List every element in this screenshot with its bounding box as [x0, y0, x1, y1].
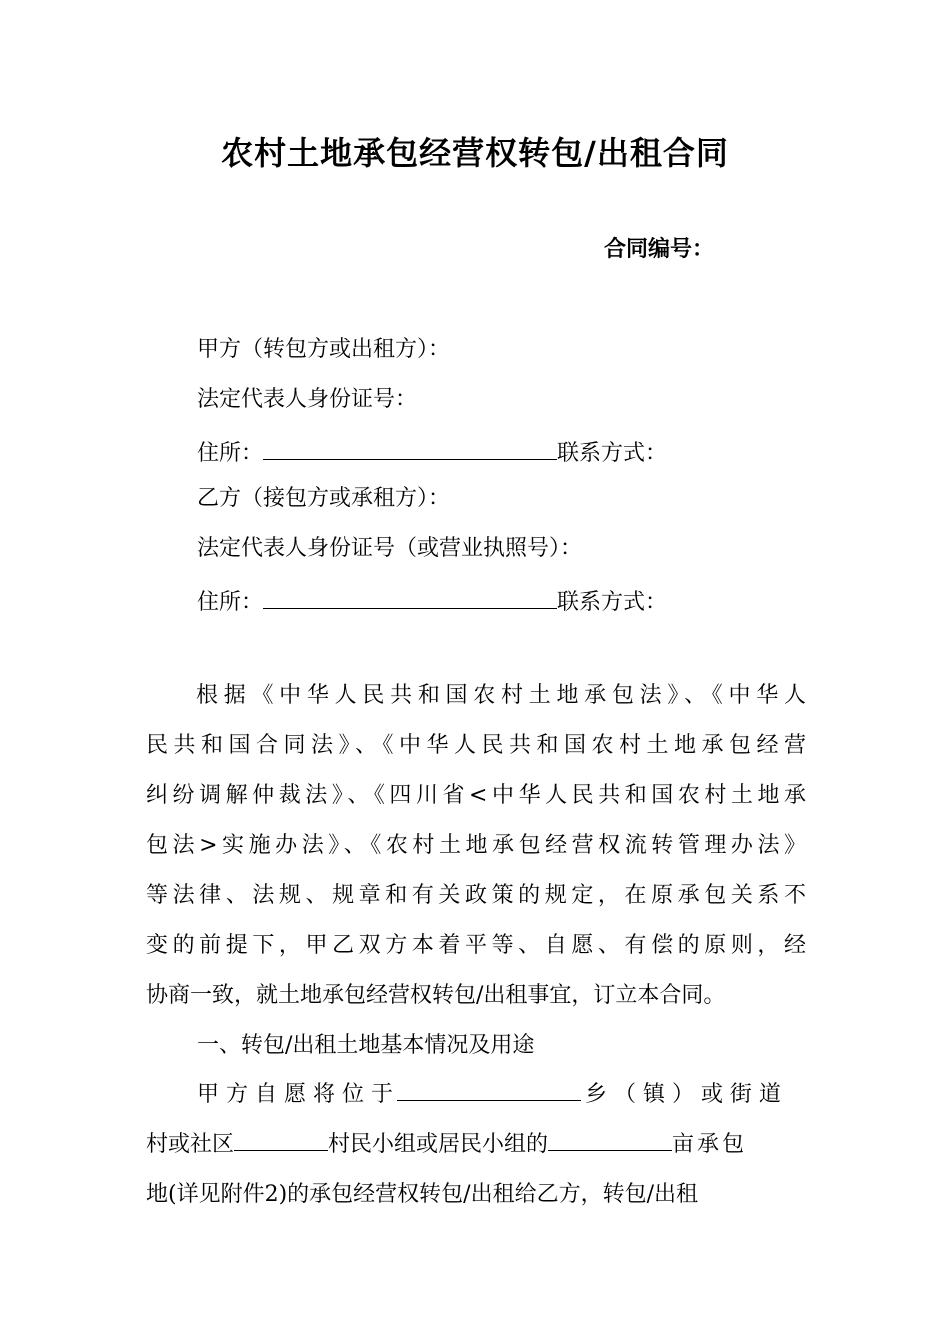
preamble-paragraph — [146, 671, 806, 1021]
village-blank — [234, 1126, 328, 1151]
section-1-line-1 — [197, 1070, 806, 1120]
party-a-address-label: 住所： — [197, 441, 264, 466]
section-1-line-2 — [146, 1120, 806, 1170]
party-b-address-label: 住所： — [197, 590, 264, 615]
section-1-line-3: 地(详见附件2)的承包经营权转包/出租给乙方，转包/出租 — [146, 1182, 698, 1207]
party-a-line: 甲方（转包方或出租方）： — [197, 337, 451, 362]
party-a-id-line: 法定代表人身份证号： — [197, 387, 418, 412]
party-b-address-blank — [263, 584, 557, 609]
preamble-line: 变的前提下，甲乙双方本着平等、自愿、有偿的原则，经 — [146, 933, 806, 958]
party-a-contact-label: 联系方式： — [557, 441, 668, 466]
preamble-line: 民共和国合同法》、《中华人民共和国农村土地承包经营 — [146, 733, 806, 758]
party-b-address-line — [197, 584, 667, 618]
section-1-location-prefix: 甲 方 自 愿 将 位 于 — [197, 1082, 393, 1107]
section-1-township-label: 乡 （ 镇 ） 或 街 道 — [584, 1082, 781, 1107]
area-blank — [548, 1126, 672, 1151]
party-a-address-blank — [263, 435, 557, 460]
party-b-line: 乙方（接包方或承租方）： — [197, 486, 451, 511]
section-1-area-label: 亩承包 — [672, 1132, 748, 1157]
preamble-line: 根据《中华人民共和国农村土地承包法》、《中华人 — [196, 683, 806, 708]
preamble-line: 协商一致，就土地承包经营权转包/出租事宜，订立本合同。 — [146, 983, 726, 1008]
section-1-heading: 一、转包/出租土地基本情况及用途 — [197, 1033, 535, 1058]
section-1-village-label: 村或社区 — [146, 1132, 235, 1157]
contract-number-label: 合同编号： — [604, 236, 715, 262]
preamble-line: 包法>实施办法》、《农村土地承包经营权流转管理办法》 — [146, 833, 806, 858]
section-1-group-label: 村民小组或居民小组的 — [328, 1132, 549, 1157]
township-blank — [397, 1076, 581, 1101]
party-a-address-line — [197, 435, 667, 469]
party-b-id-line: 法定代表人身份证号（或营业执照号）： — [197, 536, 583, 561]
document-title: 农村土地承包经营权转包/出租合同 — [221, 134, 729, 172]
preamble-line: 纠纷调解仲裁法》、《四川省<中华人民共和国农村土地承 — [146, 783, 806, 808]
preamble-line: 等法律、法规、规章和有关政策的规定，在原承包关系不 — [146, 883, 806, 908]
party-b-contact-label: 联系方式： — [557, 590, 668, 615]
